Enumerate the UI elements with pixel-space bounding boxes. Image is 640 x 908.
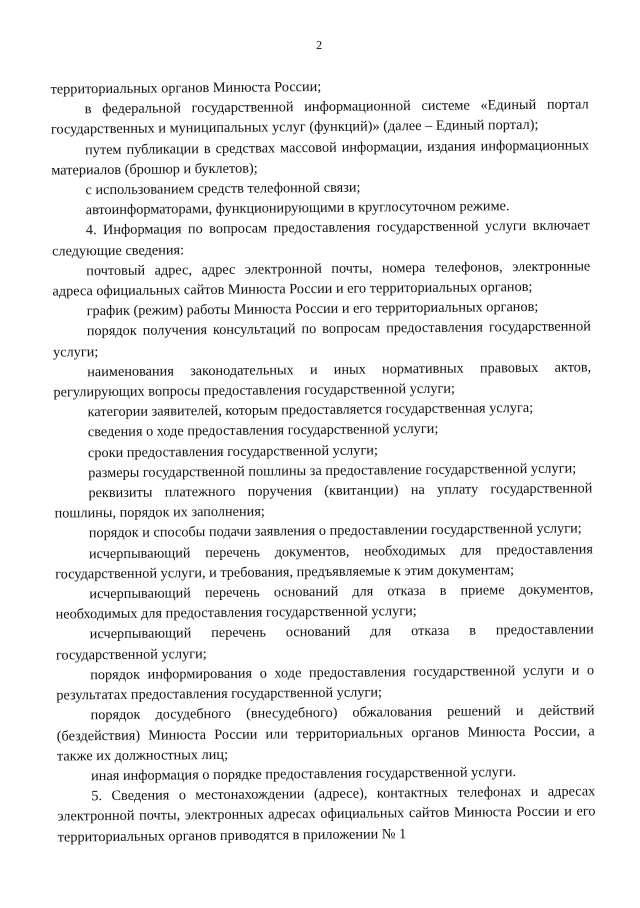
- document-body: [50, 74, 595, 847]
- paragraph: график (режим) работы Минюста России и его территориальных органов;: [86, 299, 539, 320]
- paragraph: в федеральной государственной информационной системе «Единый портал государственных и муниципальных услуг (функций)» (далее – Единый портал);: [50, 96, 589, 138]
- paragraph: порядок информирования о ходе предоставления государственной услуги и о результатах предоставления государственной услуги;: [56, 662, 595, 704]
- paragraph: иная информация о порядке предоставления государственной услуги.: [91, 764, 517, 785]
- paragraph: размеры государственной пошлины за предоставление государственной услуги;: [88, 460, 577, 482]
- paragraph: исчерпывающий перечень оснований для отказа в предоставлении государственной услуги;: [55, 621, 594, 664]
- paragraph: исчерпывающий перечень документов, необходимых для предоставления государственной услуги, и требования, предъявляемые к этим документам;: [55, 541, 594, 583]
- paragraph: наименования законодательных и иных нормативных правовых актов, регулирующих вопросы предоставления государственной услуги;: [53, 359, 592, 401]
- paragraph: 5. Сведения о местонахождении (адресе), контактных телефонах и адресах электронной почты, электронных адресах официальных сайтов Минюста России и его территориальных органов приводятся в приложении № 1: [57, 783, 596, 846]
- paragraph: территориальных органов Минюста России;: [50, 78, 322, 98]
- paragraph: категории заявителей, которым предоставляется государственная услуга;: [87, 400, 534, 421]
- paragraph: исчерпывающий перечень оснований для отказа в приеме документов, необходимых для предоставления государственной услуги;: [55, 581, 594, 623]
- paragraph: реквизиты платежного поручения (квитанции) на уплату государственной пошлины, порядок их заполнения;: [54, 480, 593, 522]
- paragraph: порядок получения консультаций по вопросам предоставления государственной услуги;: [52, 318, 591, 361]
- paragraph: 4. Информация по вопросам предоставления государственной услуги включает следующие сведения:: [52, 217, 590, 260]
- paragraph: порядок и способы подачи заявления о предоставлении государственной услуги;: [88, 520, 582, 542]
- paragraph: с использованием средств телефонной связи;: [85, 179, 361, 199]
- page-number: 2: [316, 37, 323, 53]
- paragraph: порядок досудебного (внесудебного) обжалования решений и действий (бездействия) Минюста России или территориальных органов Минюста России, а также их должностных лиц;: [56, 702, 595, 765]
- paragraph: путем публикации в средствах массовой информации, издания информационных материалов (брошюр и буклетов);: [51, 137, 590, 179]
- paragraph: почтовый адрес, адрес электронной почты, номера телефонов, электронные адреса официальных сайтов Минюста России и его территориальных органов;: [52, 258, 591, 300]
- paragraph: автоинформаторами, функционирующими в круглосуточном режиме.: [85, 198, 510, 219]
- paragraph: сроки предоставления государственной услуги;: [87, 442, 378, 461]
- paragraph: сведения о ходе предоставления государственной услуги;: [87, 421, 439, 441]
